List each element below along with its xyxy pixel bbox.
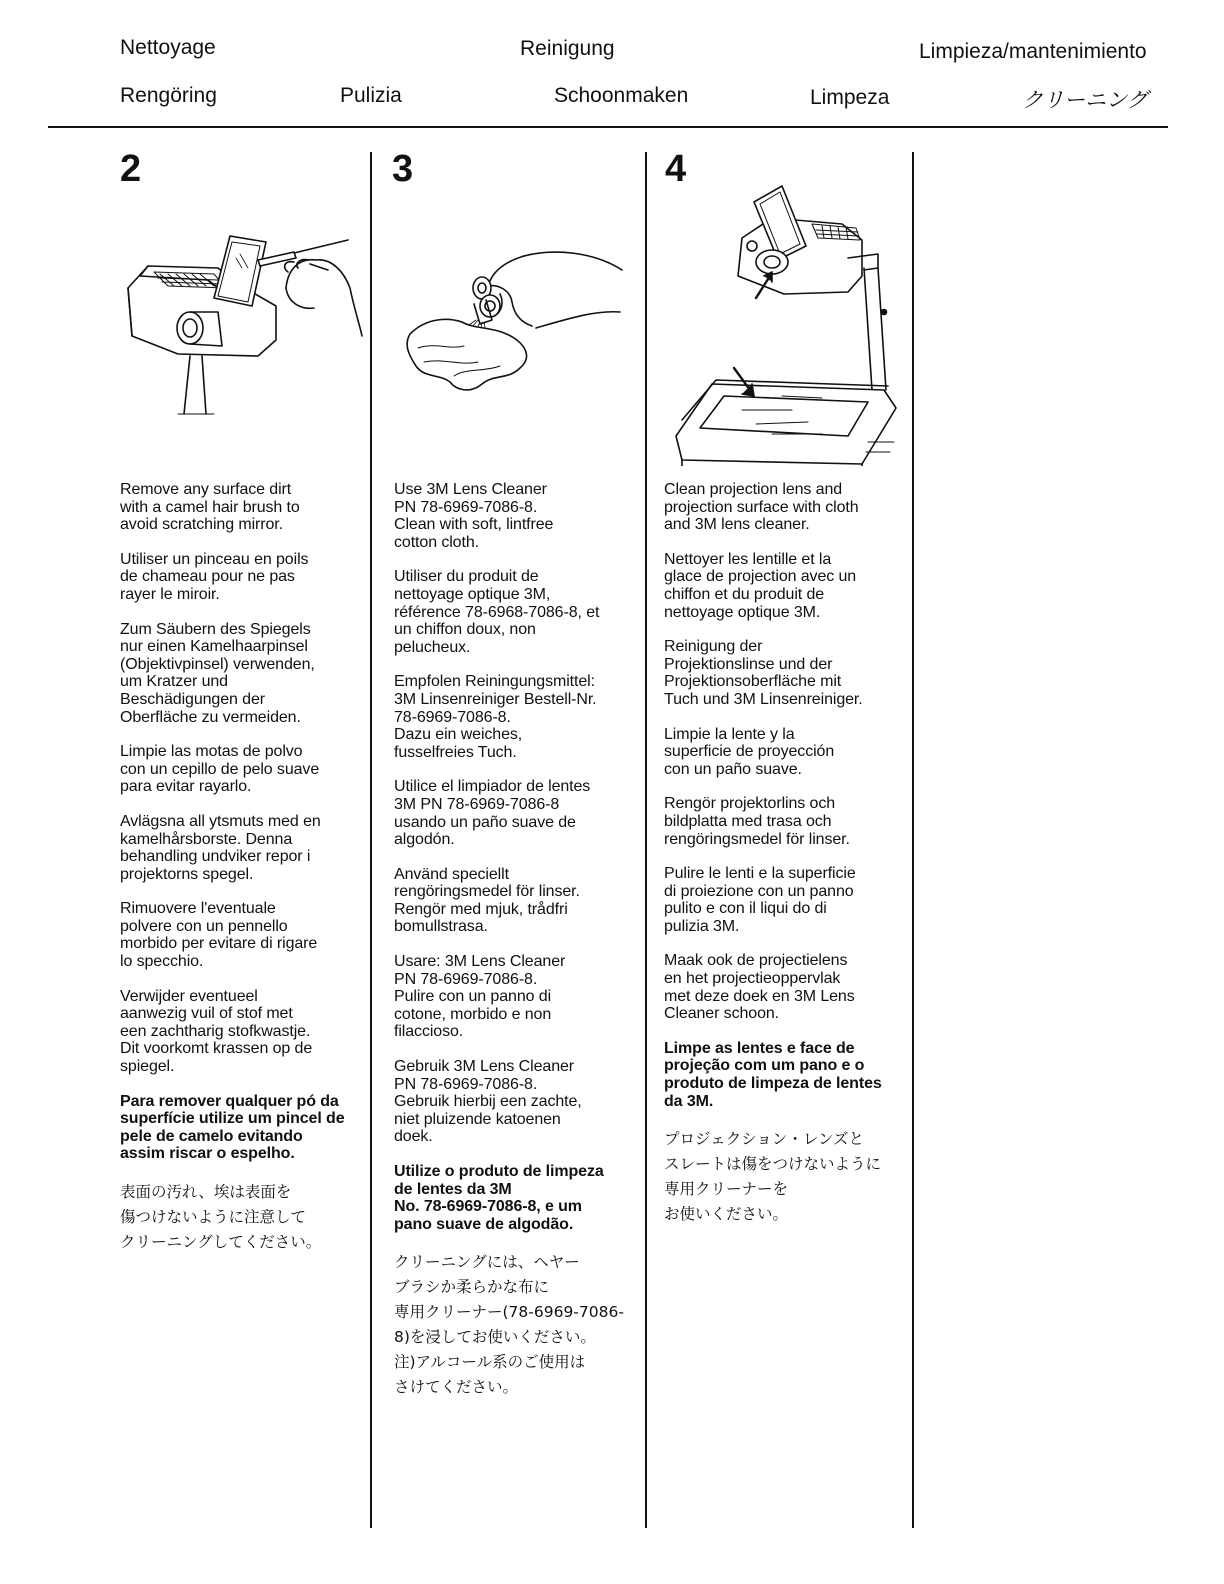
text-line: Dazu ein weiches, (394, 726, 523, 744)
text-line: (Objektivpinsel) verwenden, (120, 655, 315, 673)
text-line: fusselfreies Tuch. (394, 743, 517, 761)
step-3-text-swedish (394, 866, 639, 936)
text-line: cotton cloth. (394, 533, 479, 551)
header-rule (48, 126, 1168, 128)
lens-cleaner-spray-cloth-illustration (404, 250, 624, 400)
text-line: un chiffon doux, non (394, 621, 536, 639)
text-line: Gebruik hierbij een zachte, (394, 1093, 582, 1111)
text-line: de chameau pour ne pas (120, 568, 295, 586)
text-line: Gebruik 3M Lens Cleaner (394, 1058, 575, 1076)
text-line: 3M Linsenreiniger Bestell-Nr. (394, 690, 597, 708)
text-line: 表面の汚れ、埃は表面を (120, 1183, 292, 1201)
text-line: No. 78-6969-7086-8, e um (394, 1198, 582, 1216)
step-3-text-japanese (394, 1250, 639, 1400)
step-2-instructions (120, 481, 365, 1272)
text-line: さけてください。 (394, 1378, 519, 1397)
text-line: 3M PN 78-6969-7086-8 (394, 795, 560, 813)
step-3-instructions (394, 481, 639, 1417)
step-4-instructions (664, 481, 909, 1244)
text-line: nur einen Kamelhaarpinsel (120, 638, 308, 656)
step-4-text-italian (664, 865, 909, 935)
text-line: Använd speciellt (394, 865, 509, 883)
header-reinigung: Reinigung (520, 37, 615, 60)
text-line: projection surface with cloth (664, 498, 859, 516)
text-line: een zachtharig stofkwastje. (120, 1022, 311, 1040)
text-line: 78-6969-7086-8. (394, 708, 511, 726)
text-line: kamelhårsborste. Denna (120, 830, 293, 848)
column-divider-1 (370, 152, 372, 1528)
text-line: Empfolen Reiningungsmittel: (394, 673, 595, 691)
text-line: Oberfläche zu vermeiden. (120, 708, 301, 726)
text-line: Limpie las motas de polvo (120, 743, 303, 761)
text-line: with a camel hair brush to (120, 498, 300, 516)
text-line: Zum Säubern des Spiegels (120, 620, 311, 638)
projector-mirror-brush-illustration (118, 228, 363, 418)
step-3-text-spanish (394, 778, 639, 848)
text-line: projeção com um pano e o (664, 1057, 865, 1075)
text-line: di proiezione con un panno (664, 882, 854, 900)
text-line: Rengör projektorlins och (664, 795, 836, 813)
step-4-text-portuguese (664, 1040, 909, 1110)
text-line: superficie de proyección (664, 743, 835, 761)
text-line: polvere con un pennello (120, 917, 288, 935)
step-2-text-french (120, 551, 365, 604)
text-line: cotone, morbido e non (394, 1005, 552, 1023)
text-line: Projektionsoberfläche mit (664, 673, 842, 691)
text-line: algodón. (394, 831, 455, 849)
text-line: aanwezig vuil of stof met (120, 1005, 293, 1023)
text-line: Reinigung der (664, 638, 763, 656)
step-2-text-italian (120, 900, 365, 970)
step-number-2: 2 (120, 148, 142, 190)
text-line: référence 78-6968-7086-8, et (394, 603, 600, 621)
text-line: con un cepillo de pelo suave (120, 760, 320, 778)
step-4-text-swedish (664, 795, 909, 848)
text-line: Utilice el limpiador de lentes (394, 778, 591, 796)
step-number-4: 4 (665, 148, 687, 190)
header-pulizia: Pulizia (340, 84, 402, 107)
step-3-text-portuguese (394, 1163, 639, 1233)
text-line: Remove any surface dirt (120, 481, 292, 498)
text-line: Utiliser un pinceau en poils (120, 550, 309, 568)
overhead-projector-lens-and-stage-illustration (672, 184, 902, 466)
step-2-text-portuguese (120, 1093, 365, 1163)
text-line: usando un paño suave de (394, 813, 576, 831)
text-line: PN 78-6969-7086-8. (394, 970, 538, 988)
text-line: 8)を浸してお使いください。 (394, 1328, 596, 1347)
text-line: 傷つけないように注意して (120, 1208, 307, 1226)
text-line: chiffon et du produit de (664, 585, 825, 603)
text-line: pelucheux. (394, 638, 471, 656)
step-2-text-swedish (120, 813, 365, 883)
step-3-text-english (394, 481, 639, 551)
text-line: Projektionslinse und der (664, 655, 833, 673)
text-line: avoid scratching mirror. (120, 516, 283, 534)
header-limpeza: Limpeza (810, 86, 890, 109)
text-line: assim riscar o espelho. (120, 1145, 295, 1163)
text-line: Maak ook de projectielens (664, 952, 848, 970)
step-3-text-italian (394, 953, 639, 1041)
header-schoonmaken: Schoonmaken (554, 84, 689, 107)
text-line: filaccioso. (394, 1023, 464, 1041)
header-rengoring: Rengöring (120, 84, 217, 107)
text-line: bomullstrasa. (394, 918, 488, 936)
text-line: pano suave de algodão. (394, 1215, 574, 1233)
column-divider-2 (645, 152, 647, 1528)
text-line: 専用クリーナー(78-6969-7086- (394, 1303, 624, 1322)
text-line: Tuch und 3M Linsenreiniger. (664, 690, 863, 708)
step-2-text-english (120, 481, 365, 534)
text-line: rengöringsmedel för linser. (664, 830, 850, 848)
step-3-text-german (394, 673, 639, 761)
text-line: nettoyage optique 3M, (394, 585, 551, 603)
text-line: クリーニングには、ヘヤー (394, 1253, 580, 1272)
text-line: para evitar rayarlo. (120, 778, 252, 796)
text-line: スレートは傷をつけないように (664, 1155, 882, 1174)
text-line: Pulire le lenti e la superficie (664, 865, 856, 883)
text-line: da 3M. (664, 1092, 714, 1110)
text-line: Cleaner schoon. (664, 1005, 780, 1023)
text-line: Pulire con un panno di (394, 988, 552, 1006)
text-line: morbido per evitare di rigare (120, 935, 318, 953)
step-4-text-french (664, 551, 909, 621)
column-divider-3 (912, 152, 914, 1528)
step-2-text-spanish (120, 743, 365, 796)
step-2-text-japanese (120, 1180, 365, 1255)
text-line: de lentes da 3M (394, 1180, 512, 1198)
text-line: projektorns spegel. (120, 865, 254, 883)
text-line: met deze doek en 3M Lens (664, 987, 855, 1005)
text-line: con un paño suave. (664, 760, 802, 778)
text-line: Rimuovere l'eventuale (120, 900, 276, 918)
step-4-text-german (664, 638, 909, 708)
step-4-text-spanish (664, 726, 909, 779)
text-line: produto de limpeza de lentes (664, 1075, 882, 1093)
text-line: doek. (394, 1128, 433, 1146)
text-line: rengöringsmedel för linser. (394, 883, 580, 901)
text-line: pulito e con il liqui do di (664, 900, 827, 918)
text-line: lo specchio. (120, 953, 204, 971)
step-4-text-japanese (664, 1127, 909, 1227)
text-line: spiegel. (120, 1058, 175, 1076)
text-line: Limpie la lente y la (664, 725, 795, 743)
text-line: niet pluizende katoenen (394, 1110, 561, 1128)
text-line: 専用クリーナーを (664, 1180, 789, 1199)
text-line: Usare: 3M Lens Cleaner (394, 953, 566, 971)
step-2-text-dutch (120, 988, 365, 1076)
step-number-3: 3 (392, 148, 414, 190)
step-2-text-german (120, 621, 365, 727)
header-nettoyage: Nettoyage (120, 36, 216, 59)
text-line: glace de projection avec un (664, 568, 857, 586)
text-line: Nettoyer les lentille et la (664, 550, 832, 568)
step-4-text-dutch (664, 952, 909, 1022)
header-limpieza-mantenimiento: Limpieza/mantenimiento (919, 40, 1147, 63)
text-line: Use 3M Lens Cleaner (394, 481, 547, 498)
text-line: 注)アルコール系のご使用は (394, 1353, 586, 1372)
text-line: Utilize o produto de limpeza (394, 1163, 604, 1180)
text-line: クリーニングしてください。 (120, 1233, 322, 1251)
text-line: nettoyage optique 3M. (664, 603, 821, 621)
text-line: superfície utilize um pincel de (120, 1110, 345, 1128)
text-line: Clean projection lens and (664, 481, 843, 498)
text-line: Rengör med mjuk, trådfri (394, 900, 568, 918)
text-line: Utiliser du produit de (394, 568, 539, 586)
step-3-text-dutch (394, 1058, 639, 1146)
text-line: Beschädigungen der (120, 690, 265, 708)
text-line: ブラシか柔らかな布に (394, 1278, 550, 1297)
text-line: en het projectieoppervlak (664, 970, 841, 988)
text-line: behandling undviker repor i (120, 848, 311, 866)
text-line: pele de camelo evitando (120, 1127, 303, 1145)
text-line: お使いください。 (664, 1205, 789, 1224)
text-line: プロジェクション・レンズと (664, 1130, 865, 1149)
step-4-text-english (664, 481, 909, 534)
text-line: Limpe as lentes e face de (664, 1039, 855, 1057)
text-line: rayer le miroir. (120, 585, 220, 603)
text-line: bildplatta med trasa och (664, 812, 832, 830)
text-line: and 3M lens cleaner. (664, 516, 810, 534)
step-3-text-french (394, 568, 639, 656)
text-line: Para remover qualquer pó da (120, 1092, 339, 1110)
text-line: Dit voorkomt krassen op de (120, 1040, 313, 1058)
text-line: Verwijder eventueel (120, 987, 258, 1005)
text-line: um Kratzer und (120, 673, 228, 691)
text-line: pulizia 3M. (664, 917, 740, 935)
header-kuriiningu: クリーニング (1022, 88, 1148, 112)
text-line: Avlägsna all ytsmuts med en (120, 812, 321, 830)
text-line: PN 78-6969-7086-8. (394, 498, 538, 516)
text-line: Clean with soft, lintfree (394, 516, 554, 534)
text-line: PN 78-6969-7086-8. (394, 1075, 538, 1093)
